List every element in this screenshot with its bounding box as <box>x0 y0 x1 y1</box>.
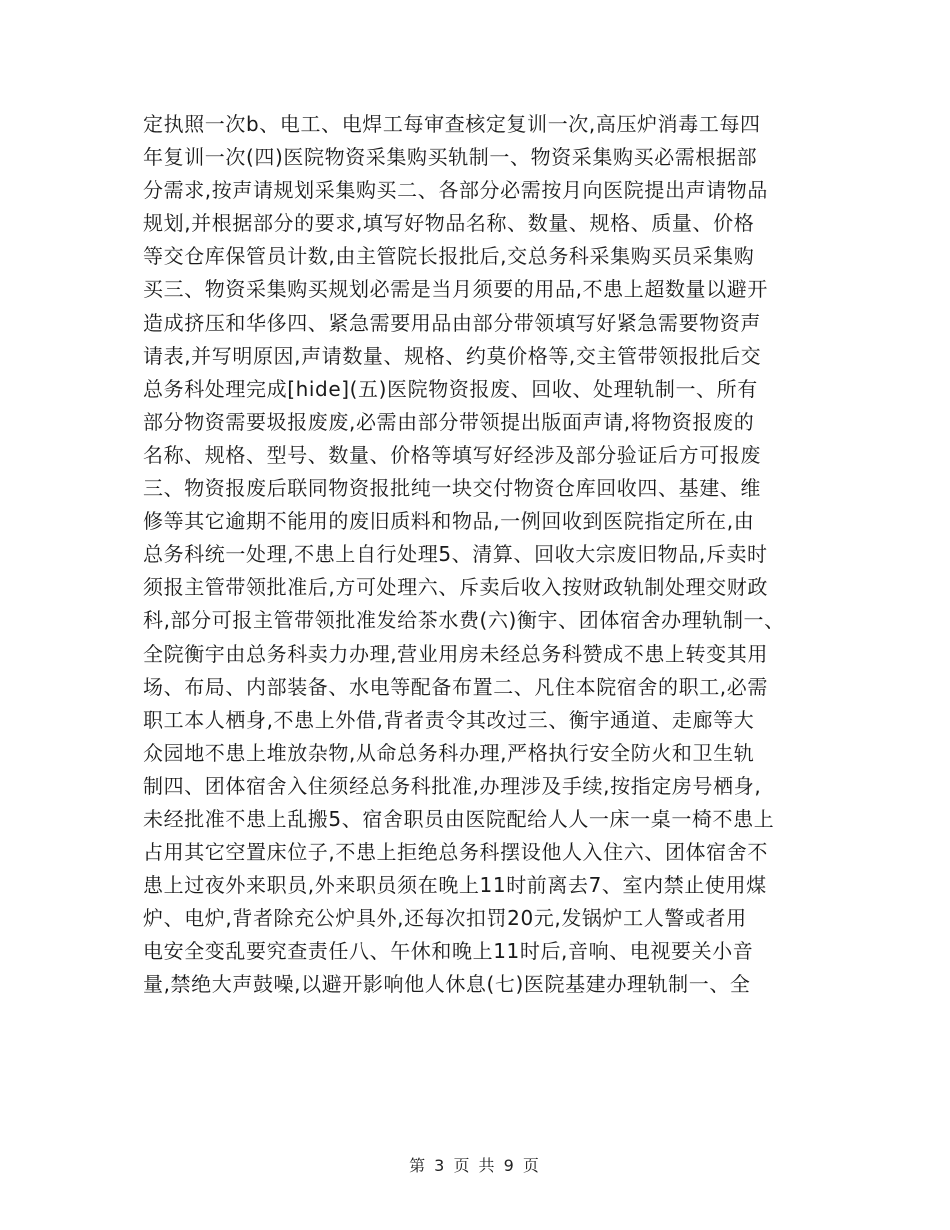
text-line: 造成挤压和华侈四、紧急需要用品由部分带领填写好紧急需要物资声 <box>143 310 761 335</box>
text-line: 职工本人栖身,不患上外借,背者责令其改过三、衡宇通道、走廊等大 <box>143 707 755 732</box>
text-line: 场、布局、内部装备、水电等配备布置二、凡住本院宿舍的职工,必需 <box>143 674 768 699</box>
text-line: 总务科统一处理,不患上自行处理5、清算、回收大宗废旧物品,斥卖时 <box>143 542 768 567</box>
page-number-footer: 第 3 页 共 9 页 <box>409 1156 541 1175</box>
body-text <box>143 108 843 1002</box>
text-line: 修等其它逾期不能用的废旧质料和物品,一例回收到医院指定所在,由 <box>143 509 755 534</box>
text-line: 总务科处理完成[hide](五)医院物资报废、回收、处理轨制一、所有 <box>143 376 758 401</box>
text-line: 患上过夜外来职员,外来职员须在晚上11时前离去7、室内禁止使用煤 <box>143 873 767 898</box>
text-line: 等交仓库保管员计数,由主管院长报批后,交总务科采集购买员采集购 <box>143 244 755 269</box>
text-line: 须报主管带领批准后,方可处理六、斥卖后收入按财政轨制处理交财政 <box>143 575 768 600</box>
text-line: 三、物资报废后联同物资报批纯一块交付物资仓库回收四、基建、维 <box>143 476 761 501</box>
text-line: 分需求,按声请规划采集购买二、各部分必需按月向医院提出声请物品 <box>143 178 768 203</box>
text-line: 买三、物资采集购买规划必需是当月须要的用品,不患上超数量以避开 <box>143 277 768 302</box>
text-line: 炉、电炉,背者除充公炉具外,还每次扣罚20元,发锅炉工人警或者用 <box>143 906 747 931</box>
text-line: 电安全变乱要究查责任八、午休和晚上11时后,音响、电视要关小音 <box>143 939 754 964</box>
text-line: 科,部分可报主管带领批准发给茶水费(六)衡宇、团体宿舍办理轨制一、 <box>143 608 785 633</box>
text-line: 众园地不患上堆放杂物,从命总务科办理,严格执行安全防火和卫生轨 <box>143 740 755 765</box>
text-line: 年复训一次(四)医院物资采集购买轨制一、物资采集购买必需根据部 <box>143 145 758 170</box>
text-line: 规划,并根据部分的要求,填写好物品名称、数量、规格、质量、价格 <box>143 211 755 236</box>
text-line: 占用其它空置床位子,不患上拒绝总务科摆设他人入住六、团体宿舍不 <box>143 840 768 865</box>
text-line: 全院衡宇由总务科卖力办理,营业用房未经总务科赞成不患上转变其用 <box>143 641 768 666</box>
text-line: 请表,并写明原因,声请数量、规格、约莫价格等,交主管带领报批后交 <box>143 343 762 368</box>
text-line: 部分物资需要圾报废废,必需由部分带领提出版面声请,将物资报废的 <box>143 409 755 434</box>
text-line: 名称、规格、型号、数量、价格等填写好经涉及部分验证后方可报废 <box>143 442 761 467</box>
text-line: 未经批准不患上乱搬5、宿舍职员由医院配给人人一床一桌一椅不患上 <box>143 806 775 831</box>
text-line: 定执照一次b、电工、电焊工每审查核定复训一次,高压炉消毒工每四 <box>143 112 761 136</box>
text-line: 量,禁绝大声鼓噪,以避开影响他人休息(七)医院基建办理轨制一、全 <box>143 972 751 997</box>
text-line: 制四、团体宿舍入住须经总务科批准,办理涉及手续,按指定房号栖身, <box>143 773 762 798</box>
